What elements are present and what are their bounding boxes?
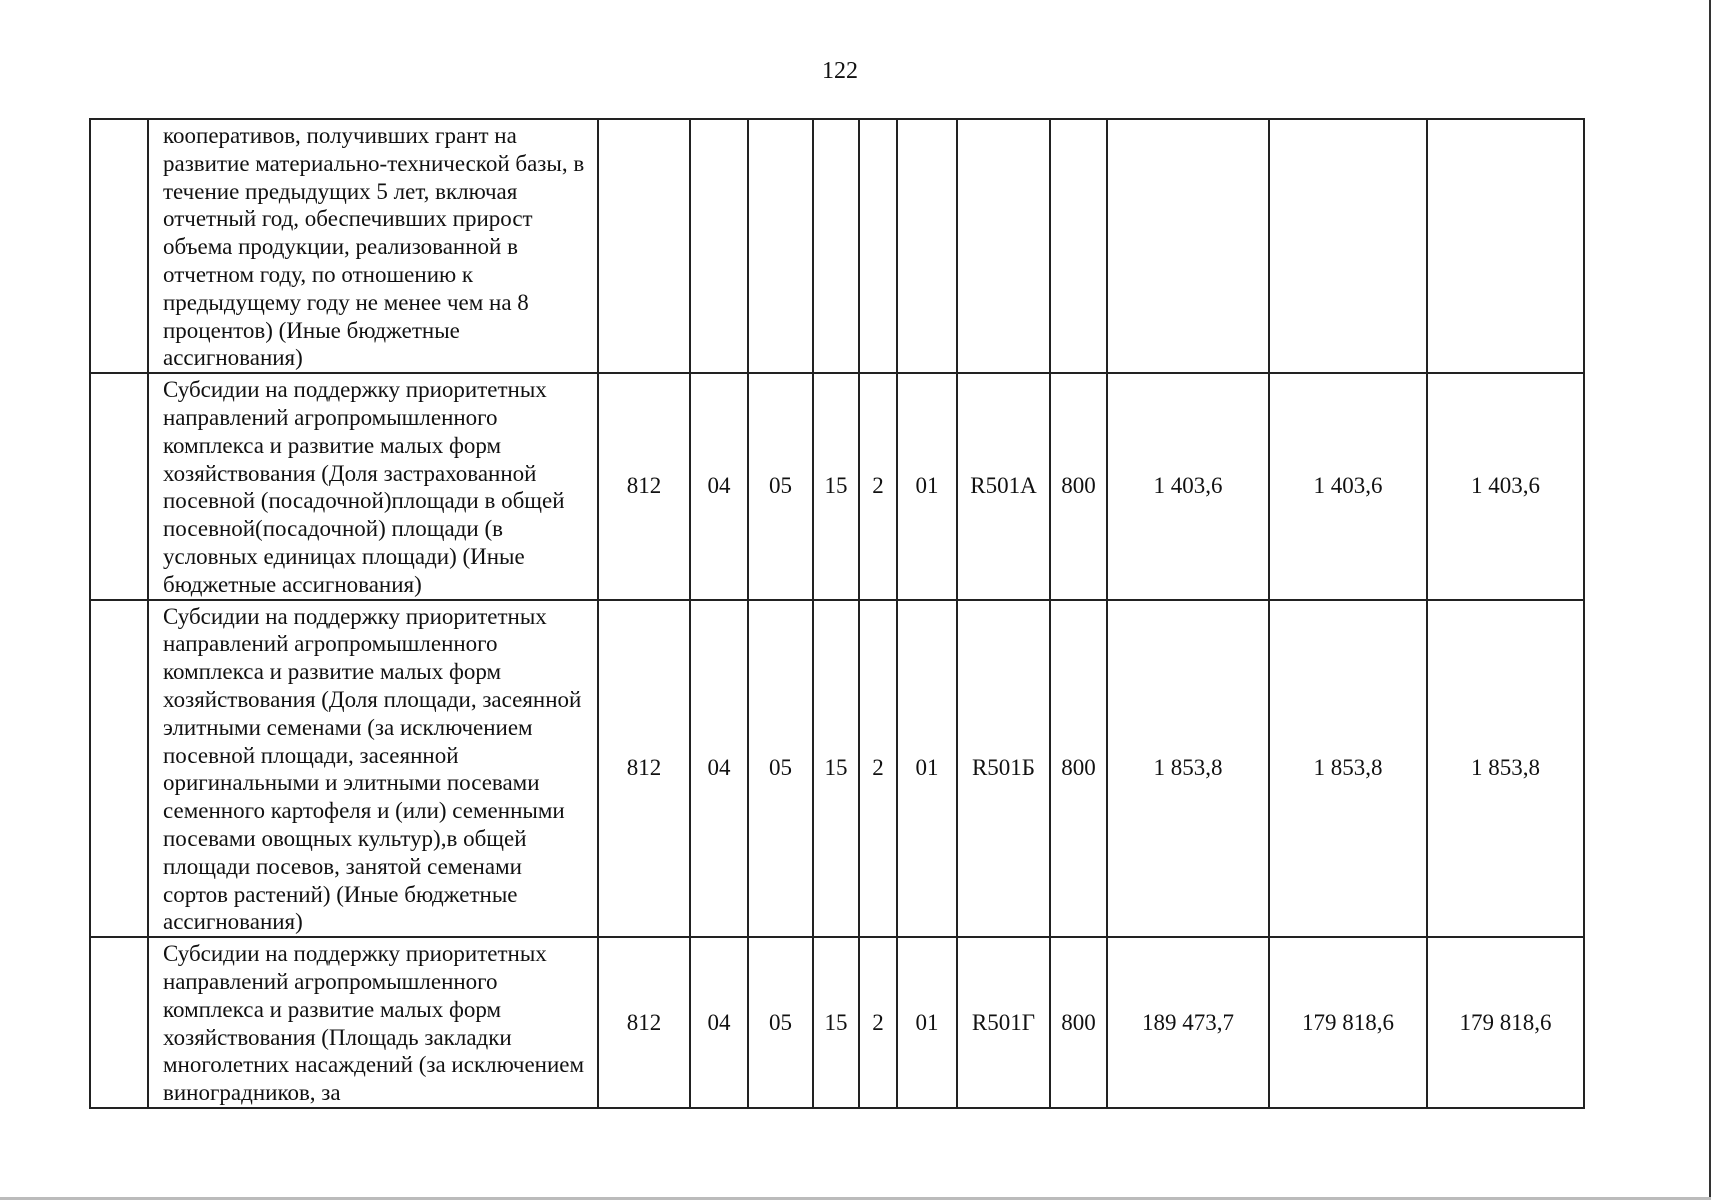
ministry-code-cell: 812 bbox=[598, 937, 690, 1108]
section-code-cell: 04 bbox=[690, 600, 748, 938]
program-code-cell: 15 bbox=[813, 373, 859, 599]
amount-1-cell: 1 853,8 bbox=[1107, 600, 1269, 938]
event-code-cell bbox=[897, 119, 957, 373]
amount-2-cell: 179 818,6 bbox=[1269, 937, 1427, 1108]
direction-code-cell: R501Б bbox=[957, 600, 1050, 938]
amount-2-cell: 1 853,8 bbox=[1269, 600, 1427, 938]
table-row bbox=[90, 119, 1584, 373]
event-code-cell: 01 bbox=[897, 600, 957, 938]
budget-table bbox=[89, 118, 1585, 1109]
subprogram-code-cell: 2 bbox=[859, 373, 897, 599]
subsection-code-cell: 05 bbox=[748, 937, 813, 1108]
amount-3-cell: 1 853,8 bbox=[1427, 600, 1584, 938]
row-index-cell bbox=[90, 373, 148, 599]
program-code-cell bbox=[813, 119, 859, 373]
direction-code-cell: R501Г bbox=[957, 937, 1050, 1108]
section-code-cell: 04 bbox=[690, 373, 748, 599]
expense-type-cell bbox=[1050, 119, 1107, 373]
expense-type-cell: 800 bbox=[1050, 937, 1107, 1108]
event-code-cell: 01 bbox=[897, 937, 957, 1108]
section-code-cell: 04 bbox=[690, 937, 748, 1108]
expense-type-cell: 800 bbox=[1050, 600, 1107, 938]
subprogram-code-cell: 2 bbox=[859, 600, 897, 938]
amount-1-cell: 189 473,7 bbox=[1107, 937, 1269, 1108]
subsection-code-cell bbox=[748, 119, 813, 373]
table-row bbox=[90, 937, 1584, 1108]
direction-code-cell: R501А bbox=[957, 373, 1050, 599]
row-index-cell bbox=[90, 119, 148, 373]
program-code-cell: 15 bbox=[813, 937, 859, 1108]
program-code-cell: 15 bbox=[813, 600, 859, 938]
ministry-code-cell: 812 bbox=[598, 600, 690, 938]
description-cell: Субсидии на поддержку приоритетных направлений агропромышленного комплекса и развитие малых форм хозяйствования (Площадь закладки многолетних насаждений (за исключением виноградников, за bbox=[148, 937, 598, 1108]
amount-1-cell bbox=[1107, 119, 1269, 373]
subprogram-code-cell bbox=[859, 119, 897, 373]
ministry-code-cell bbox=[598, 119, 690, 373]
subsection-code-cell: 05 bbox=[748, 600, 813, 938]
row-index-cell bbox=[90, 937, 148, 1108]
expense-type-cell: 800 bbox=[1050, 373, 1107, 599]
amount-2-cell: 1 403,6 bbox=[1269, 373, 1427, 599]
ministry-code-cell: 812 bbox=[598, 373, 690, 599]
description-cell: Субсидии на поддержку приоритетных направлений агропромышленного комплекса и развитие малых форм хозяйствования (Доля застрахованной посевной (посадочной)площади в общей посевной(посадочной) площади (в условных единицах площади) (Иные бюджетные ассигнования) bbox=[148, 373, 598, 599]
subsection-code-cell: 05 bbox=[748, 373, 813, 599]
row-index-cell bbox=[90, 600, 148, 938]
event-code-cell: 01 bbox=[897, 373, 957, 599]
subprogram-code-cell: 2 bbox=[859, 937, 897, 1108]
amount-3-cell: 1 403,6 bbox=[1427, 373, 1584, 599]
page-number: 122 bbox=[822, 58, 858, 84]
amount-3-cell: 179 818,6 bbox=[1427, 937, 1584, 1108]
description-cell: кооперативов, получивших грант на развитие материально-технической базы, в течение предыдущих 5 лет, включая отчетный год, обеспечивших прирост объема продукции, реализованной в отчетном году, по отношению к предыдущему году не менее чем на 8 процентов) (Иные бюджетные ассигнования) bbox=[148, 119, 598, 373]
amount-1-cell: 1 403,6 bbox=[1107, 373, 1269, 599]
amount-3-cell bbox=[1427, 119, 1584, 373]
section-code-cell bbox=[690, 119, 748, 373]
direction-code-cell bbox=[957, 119, 1050, 373]
table-row bbox=[90, 373, 1584, 599]
amount-2-cell bbox=[1269, 119, 1427, 373]
table-row bbox=[90, 600, 1584, 938]
description-cell: Субсидии на поддержку приоритетных направлений агропромышленного комплекса и развитие малых форм хозяйствования (Доля площади, засеянной элитными семенами (за исключением посевной площади, засеянной оригинальными и элитными посевами семенного картофеля и (или) семенными посевами овощных культур),в общей площади посевов, занятой семенами сортов растений) (Иные бюджетные ассигнования) bbox=[148, 600, 598, 938]
